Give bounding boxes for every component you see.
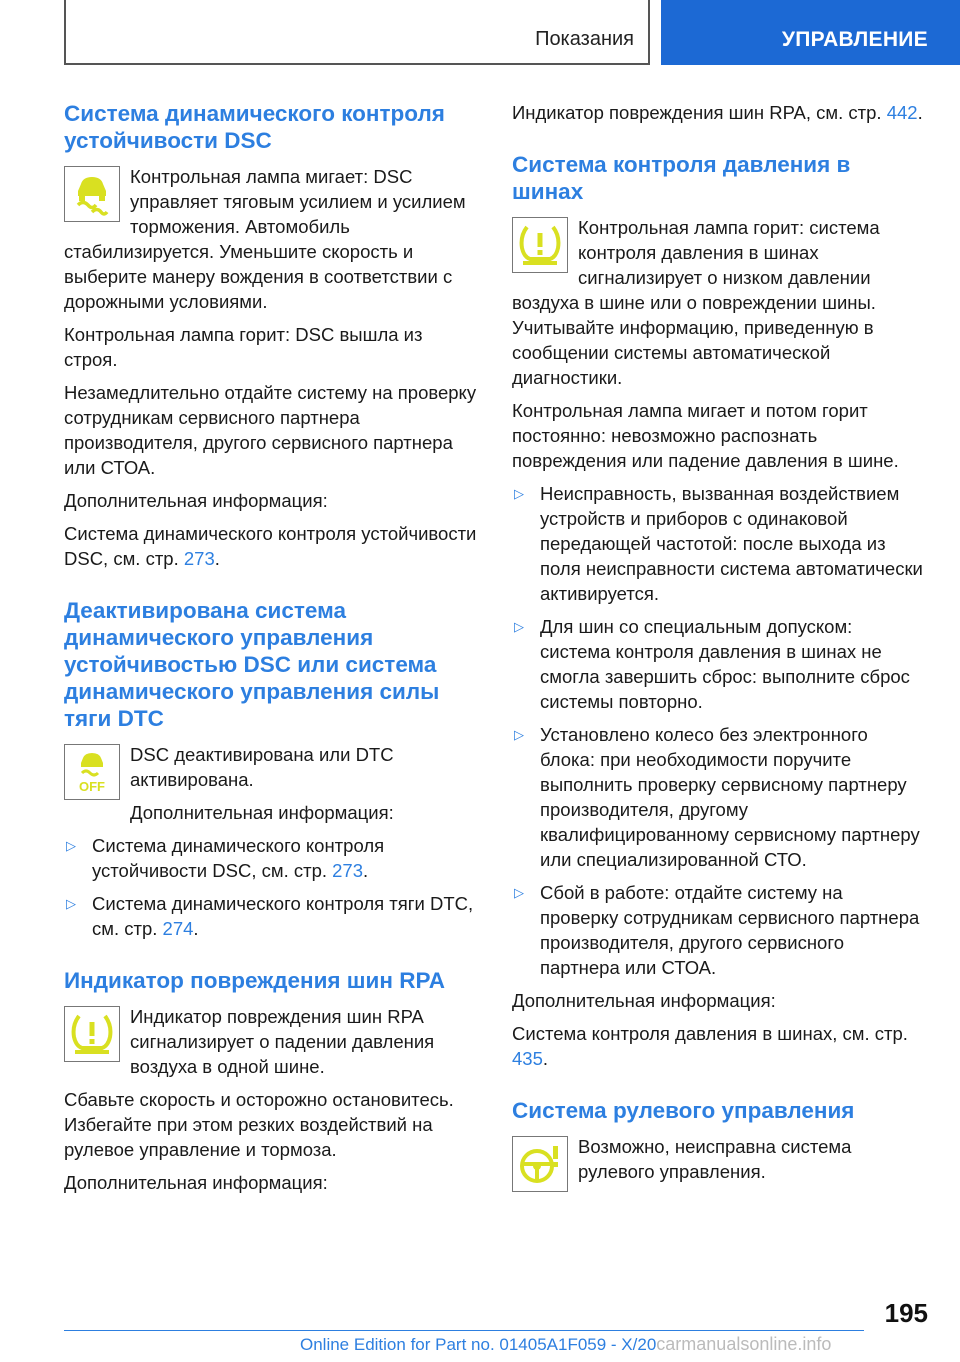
list-item-text: Система динамического контроля тяги DTC, см. стр. — [92, 893, 474, 939]
dsc-p4: Дополнительная информация: — [64, 490, 328, 511]
dsc-p1: Контрольная лампа мигает: DSC управляет тяговым усилием и усилием торможения. Автомобиль стабилизируется. Уменьшите скорость и выберите манеру вождения в соответствии с дорожными условиями. — [64, 166, 466, 312]
list-item — [512, 481, 926, 606]
dsc-heading: Система динамического контроля устойчивости DSC — [64, 101, 445, 153]
dsc-p5: Система динамического контроля устойчивости DSC, см. стр. 273. — [64, 523, 477, 569]
dsc-section — [64, 100, 478, 571]
list-item-text: Установлено колесо без электронного блока: при необходимости поручите выполнить проверку сервисному партнеру производителя, другому квалифицированному сервисному партнеру или специализированной СТО. — [540, 724, 920, 870]
steering-section — [512, 1097, 926, 1196]
deact-list — [64, 833, 478, 941]
tpms-p3: Дополнительная информация: — [512, 990, 776, 1011]
triangle-marker-icon: ▷ — [66, 896, 76, 911]
rpa-p2: Сбавьте скорость и осторожно остановитесь. Избегайте при этом резких воздействий на рулевое управление и тормоза. — [64, 1089, 454, 1160]
tpms-page-link[interactable]: 435 — [512, 1048, 543, 1069]
tpms-icon-row — [512, 215, 926, 398]
steering-heading: Система рулевого управления — [512, 1098, 855, 1123]
header-section-tab — [64, 0, 650, 65]
page-link[interactable]: 274 — [162, 918, 194, 939]
triangle-marker-icon: ▷ — [514, 619, 524, 634]
tpms-section — [512, 151, 926, 1071]
tpms-p2: Контрольная лампа мигает и потом горит постоянно: невозможно распознать повреждения или падение давления в шине. — [512, 400, 899, 471]
watermark: carmanualsonline.info — [656, 1334, 832, 1354]
dsc-ref-text: Система динамического контроля устойчивости DSC, см. стр. — [64, 523, 477, 569]
tpms-ref-text: Система контроля давления в шинах, см. стр. — [512, 1023, 908, 1044]
rpa-page-link[interactable]: 442 — [886, 102, 918, 123]
deact-heading: Деактивирована система динамического управления устойчивостью DSC или система динамического управления силы тяги DTC — [64, 598, 440, 731]
rpa-p3: Дополнительная информация: — [64, 1172, 328, 1193]
steering-p1: Возможно, неисправна система рулевого управления. — [578, 1136, 852, 1182]
triangle-marker-icon: ▷ — [514, 727, 524, 742]
page-link[interactable]: 273 — [332, 860, 364, 881]
list-item: ▷ Система динамического контроля тяги DTC, см. стр. 274. — [66, 893, 474, 939]
svg-text:OFF: OFF — [79, 779, 105, 794]
deact-p2: Дополнительная информация: — [130, 802, 394, 823]
rpa-heading: Индикатор повреждения шин RPA — [64, 968, 446, 993]
tire-pressure-warning-icon — [64, 1006, 120, 1062]
list-item: ▷ Система динамического контроля устойчивости DSC, см. стр. 273. — [66, 835, 385, 881]
tpms-p1: Контрольная лампа горит: система контроля давления в шинах сигнализирует о низком давлении воздуха в шине или о повреждении шины. Учитывайте информацию, приведенную в сообщении системы автоматической диагностики. — [512, 217, 880, 388]
rpa-ref-text: Индикатор повреждения шин RPA, см. стр. — [512, 102, 887, 123]
steering-warning-icon — [512, 1136, 568, 1192]
footer-edition — [300, 1334, 831, 1355]
dsc-p2: Контрольная лампа горит: DSC вышла из строя. — [64, 324, 423, 370]
steering-icon-row — [512, 1134, 926, 1196]
triangle-marker-icon: ▷ — [66, 838, 76, 853]
list-item — [512, 722, 926, 872]
deact-section — [64, 597, 478, 941]
dsc-icon-row — [64, 164, 478, 322]
rpa-icon-row — [64, 1004, 478, 1087]
dsc-off-icon — [64, 744, 120, 800]
tpms-list — [512, 481, 926, 980]
left-column — [64, 100, 478, 1221]
triangle-marker-icon: ▷ — [514, 486, 524, 501]
rpa-section — [64, 967, 478, 1195]
deact-p1: DSC деактивирована или DTC активирована. — [130, 744, 394, 790]
list-item — [512, 880, 926, 980]
footer-divider — [64, 1330, 864, 1331]
right-column — [512, 100, 926, 1222]
header-chapter-label: УПРАВЛЕНИЕ — [781, 28, 928, 51]
footer-edition-text: Online Edition for Part no. 01405A1F059 - X/20 — [300, 1335, 657, 1354]
list-item-text: Сбой в работе: отдайте систему на проверку сотрудникам сервисного партнера производителя, другого сервисного партнера или СТОА. — [540, 882, 920, 978]
header-chapter-tab — [661, 0, 960, 65]
deact-icon-row — [64, 742, 478, 833]
dsc-p3: Незамедлительно отдайте систему на проверку сотрудникам сервисного партнера производителя, другого сервисного партнера или СТОА. — [64, 382, 477, 478]
dsc-warning-icon — [64, 166, 120, 222]
tire-pressure-warning-icon — [512, 217, 568, 273]
tpms-p4: Система контроля давления в шинах, см. стр. 435. — [512, 1023, 908, 1069]
list-item — [512, 614, 926, 714]
rpa-ref: Индикатор повреждения шин RPA, см. стр. 442. — [512, 102, 923, 123]
triangle-marker-icon: ▷ — [514, 885, 524, 900]
tpms-heading: Система контроля давления в шинах — [512, 152, 851, 204]
list-item-text: Неисправность, вызванная воздействием устройств и приборов с одинаковой передающей частотой: после выхода из поля неисправности система автоматически активируется. — [540, 483, 923, 604]
page-number: 195 — [884, 1298, 928, 1328]
rpa-continued — [512, 100, 926, 125]
list-item-text: Для шин со специальным допуском: система контроля давления в шинах не смогла завершить сброс: выполните сброс системы повторно. — [540, 616, 910, 712]
rpa-p1: Индикатор повреждения шин RPA сигнализирует о падении давления воздуха в одной шине. — [130, 1006, 435, 1077]
dsc-page-link[interactable]: 273 — [183, 548, 215, 569]
header-section-label: Показания — [535, 28, 634, 50]
list-item-text: Система динамического контроля устойчивости DSC, см. стр. — [92, 835, 385, 881]
